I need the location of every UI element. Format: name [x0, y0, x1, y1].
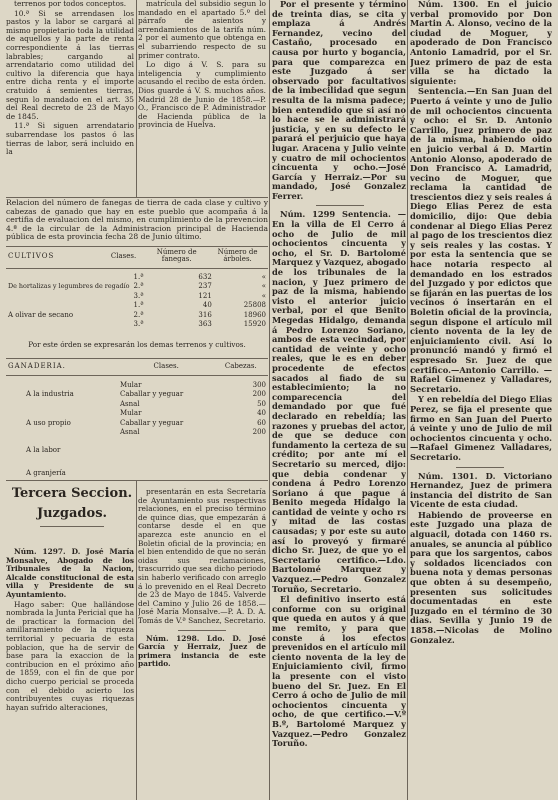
- rule: [6, 358, 268, 359]
- column-divider: [407, 0, 408, 800]
- paragraph: Por el presente y término de treinta dias, se cita y emplaza á Andrés Fernandez, vecino del Castaño, procesado en causa por hurto y bogancia, para que comparezca en este Juzgado á ser observado por facultativos de la imbecilidad que segun resulta de la misma padece; bien entendido que si así no lo hace se le administrará justicia, y en su defecto le parará el perjuicio que haya lugar. Aracena y Julio veinte y cuatro de mil ochocientos cincuenta y ocho.—José García y Herraiz.—Por su mandado, José Gonzalez Ferrer.: [272, 0, 406, 201]
- juzgados-column-2: [138, 488, 266, 800]
- cell: 632: [198, 272, 212, 281]
- cell: 3.ª: [133, 291, 144, 300]
- cell: 60: [257, 418, 266, 427]
- notice-1299: Núm. 1299 Sentencia. —En la villa de El Cerro á ocho de Julio de mil ochocientos cincuenta y ocho, el Sr. D. Bartolomé Marquez y Vazquez, abogado de los tribunales de la nacion, y Juez primero de paz de la misma, habiendo visto el anterior juicio verbal, por el que Benito Megedas Hidalgo, demanda á Pedro Lorenzo Soriano, ambos de esta vecindad, por cantidad de veinte y ocho reales, que le es en deber procedente de efectos sacados al fiado de su establecimiento; la no comparecencia del demandado por que fué declarado en rebeldía; las razones y pruebas del actor, de que se deduce con fundamento la certeza de su crédito; por ante mí el Secretario su merced, dijo: que debia condenar y condena á Pedro Lorenzo Soriano á que pague á Benito megeda Hidalgo la cantidad de veinte y ocho rs y mitad de las costas causadas; y por este su auto así lo proveyó y firmaré dicho Sr. Juez, de que yo el Secretario certifico.—Ldo. Bartolomé Marquez y Vazquez.—Pedro Gonzalez Toruño, Secretario.: [272, 209, 406, 594]
- cell: 40: [257, 409, 266, 418]
- rule: [456, 467, 504, 468]
- table-row: [6, 282, 268, 292]
- table-header-row: [6, 361, 268, 371]
- paragraph: El definitivo inserto está conforme con su original que queda en autos y á que me remito, y para que conste á los efectos prevenidos en el artículo mil ciento noventa de la ley de Enjuiciamiento civil, firmo la presente con el visto bueno del Sr. Juez. En El Cerro á ocho de Julio de mil ochocientos cincuenta y ocho, de que certifico.—V.º B.º, Bartolomé Marquez y Vazquez.—Pedro Gonzalez Toruño.: [272, 594, 406, 749]
- row-label: A la labor: [26, 445, 61, 454]
- cell: 1.ª: [133, 301, 144, 310]
- cell: 50: [257, 399, 266, 408]
- rule: [40, 526, 104, 527]
- cell: 40: [202, 301, 212, 310]
- table-row: [6, 437, 268, 455]
- paragraph: Sentencia.—En San Juan del Puerto á veinte y uno de Julio de mil ochocientos cincuenta y ocho: el Sr. D. Antonio Carrillo, Juez primero de paz de la misma, habiendo oido en juicio verbal á D. Martin Antonio Alonso, apoderado de Don Francisco A. Lamadrid, vecino de Moguer, que reclama la cantidad de trescientos diez y seis reales á Diego Elias Perez de esta domicilio, dijo: Que debia condenar al Diego Elias Perez al pago de los trescientos diez y seis reales y las costas. Y por esta la sentencia que se hace notaria respecto al demandado en los estrados del Juzgado y por edictos que se fijarán en las puertas de los vecinos ó insertarán en el Boletin oficial de la provincia, segun dispone el artículo mil ciento noventa de la ley de enjuiciamiento civil. Así lo pronunció mandó y firmó el espresado Sr. Juez de que certifico.—Antonio Carrillo. —Rafael Gimenez y Valladares, Secretario.: [410, 86, 552, 394]
- paragraph: presentarán en esta Secretaría de Ayuntamiento sus respectivas relaciones, en el preciso término de quince dias, que empezarán á contarse desde el en que aparezca este anuncio en el Boletin oficial de la provincia; en el bien entendido de que no serán oidas sus reclamaciones, trascurrido que sea dicho periodo sin haberlo verificado con arreglo á lo prevenido en el Real Decreto de 23 de Mayo de 1845. Valverde del Camino y Julio 26 de 1858.—José María Monsalve.—P. A. D. A. Tomás de V.ª Sanchez, Secretario.: [138, 488, 266, 625]
- notice-1300-heading: Núm. 1300. En el juicio verbal promovido por Don Martin A. Alonso, vecino de la ciudad de Moguer, y apoderado de Don Francisco Antonio Lamadrid, por el Sr. Juez primero de paz de esta villa se ha dictado la siguiente:: [410, 0, 552, 86]
- juzgados-column-1: [6, 548, 134, 800]
- cell: «: [261, 291, 266, 300]
- column-3: [272, 0, 406, 800]
- relacion-intro: Relacion del número de fanegas de tierra de cada clase y cultivo y cabezas de ganado que hay en este pueblo que acompaña á la certifia de evaluacion del mismo, en cumplimiento de la prevencion 4.ª de la circular de la Administracion principal de Hacienda pública de esta provincia fecha 28 de Junio último.: [6, 198, 268, 242]
- rule: [6, 268, 268, 269]
- row-label: De hortalizas y legumbres de regadío: [8, 282, 130, 291]
- cell: 15920: [243, 320, 266, 329]
- notice-1301-heading: Núm. 1301. D. Victoriano Hernandez, Juez de primera instancia del distrito de San Vicente de esta ciudad.: [410, 470, 552, 510]
- table-row: [6, 380, 268, 390]
- cell: 200: [252, 390, 266, 399]
- cell: Caballar y yeguar: [120, 390, 184, 399]
- table-row: [6, 455, 268, 479]
- rule: [178, 630, 226, 631]
- table-row: [6, 418, 268, 428]
- cell: 200: [252, 428, 266, 437]
- table-row: [6, 310, 268, 320]
- table-row: [6, 272, 268, 282]
- row-label: A la industria: [26, 390, 74, 399]
- cell: Caballar y yeguar: [120, 418, 184, 427]
- rule: [6, 480, 268, 481]
- table-row: [6, 291, 268, 301]
- paragraph: 11.ª Si siguen arrendatario subarrendase los pastos ó las tierras de labor, será incluido en la: [6, 121, 134, 157]
- cell: 316: [198, 310, 212, 319]
- table-row: [6, 390, 268, 400]
- cell: «: [261, 282, 266, 291]
- paragraph: matrícula del subsidio segun lo mandado en el apartado 5.º del párrafo de asientos y arrendamientos de la tarifa núm. 2 por el aumento que obtenga en el subarriendo respecto de su primer contrato.: [138, 0, 266, 60]
- table-row: [6, 409, 268, 419]
- cultivos-body: [6, 272, 268, 329]
- notice-1297-heading: Núm. 1297. D. José María Monsalve, Abogado de los Tribunales de la Nacion, Alcalde constitucional de esta villa y Presidente de su Ayuntamiento.: [6, 548, 134, 599]
- column-divider: [136, 0, 137, 198]
- table-header-row: [6, 249, 268, 263]
- paragraph: 10.ª Si se arrendasen los pastos y la labor se cargará al mismo propietario toda la utilidad de aquellos y la parte de renta correspondiente á las tierras labrables; cargando al arrendatario como utilidad del cultivo la diferencia que haya entre dicha renta y el importe cratuido á semientes tierras, segun lo mandado en el art. 35 del Real decreto de 23 de Mayo de 1845.: [6, 8, 134, 121]
- paragraph: Hago saber: Que hallándose nombrada la Junta Pericial que ha de practicar la formacion del amillaramiento de la riqueza territorial y pecuaria de esta poblacion, que ha de servir de base para la exaccion de la contribucion en el próximo año de 1859, con el fin de que por dicho cuerpo pericial se proceda con el debido acierto los contribuyentes cuyas riquezas hayan sufrido alteraciones,: [6, 599, 134, 712]
- top-column-2: [138, 0, 266, 198]
- cell: Asnal: [120, 428, 140, 437]
- table-row: [6, 301, 268, 311]
- cell: Asnal: [120, 399, 140, 408]
- paragraph: terrenos por todos conceptos.: [14, 0, 127, 8]
- notice-1298-heading: Núm. 1298. Ldo. D. José García y Herraiz, Juez de primera instancia de este partido.: [138, 633, 266, 669]
- section-title: Tercera Seccion.: [11, 486, 133, 501]
- ganaderia-table: [6, 361, 268, 371]
- table-row: [6, 428, 268, 438]
- cell: 300: [252, 380, 266, 389]
- row-label: A olivar de secano: [8, 310, 74, 319]
- cell: 121: [198, 291, 212, 300]
- cell: 3.ª: [133, 320, 144, 329]
- cell: Mular: [120, 380, 142, 389]
- rule: [6, 375, 268, 376]
- cell: Mular: [120, 409, 142, 418]
- cell: 25808: [243, 301, 266, 310]
- cell: 363: [198, 320, 212, 329]
- column-divider: [136, 481, 137, 800]
- row-label: A granjería: [26, 469, 66, 478]
- column-4: [410, 0, 552, 800]
- cell: 1.ª: [133, 272, 144, 281]
- paragraph: Habiendo de proveerse en este Juzgado una plaza de alguacil, dotada con 1460 rs. anuales, se anuncia al público para que los sargentos, cabos y soldados licenciados con buena nota y demas personas que obten á su desempeño, presenten sus solicitudes documentadas en este Juzgado en el término de 30 dias. Sevilla y Junio 19 de 1858.—Nicolas de Molino Gonzalez.: [410, 509, 552, 645]
- section-subtitle: Juzgados.: [36, 506, 108, 521]
- header-cell: Clases.: [153, 361, 179, 370]
- table-row: [6, 320, 268, 330]
- header-cell: Número de árboles.: [217, 248, 258, 263]
- paragraph: Lo digo á V. S. para su inteligencia y cumplimiento acusando el recibo de esta órden. Dios guarde á V. S. muchos años. Madrid 28 de Junio de 1858.—P. O., Francisco de P. Administrador de Hacienda pública de la provincia de Huelva.: [138, 60, 266, 130]
- header-cell: GANADERIA.: [8, 361, 66, 370]
- paragraph: Y en rebeldía del Diego Elias Perez, se fija el presente que firmo en San Juan del Puerto á veinte y uno de Julio de mil ochocientos cincuenta y ocho.—Rafael Gimenez Valladares, Secretario.: [410, 394, 552, 462]
- cultivos-table: [6, 249, 268, 263]
- cell: 2.ª: [133, 282, 144, 291]
- header-cell: Número de fanegas.: [156, 248, 197, 263]
- header-cell: Cabezas.: [224, 361, 257, 370]
- cell: 18960: [243, 310, 266, 319]
- rule: [316, 205, 364, 206]
- header-cell: Clases.: [110, 252, 137, 260]
- row-label: A uso propio: [26, 418, 71, 427]
- table-row: [6, 399, 268, 409]
- header-cell: CULTIVOS: [8, 252, 55, 260]
- column-divider: [269, 0, 270, 800]
- top-column-1: [6, 0, 134, 198]
- rule: [6, 246, 268, 247]
- cell: 237: [198, 282, 212, 291]
- cell: «: [261, 272, 266, 281]
- ganaderia-body: [6, 380, 268, 478]
- cultivos-footer: Por este órden se expresarán los demas terrenos y cultivos.: [28, 340, 246, 349]
- cell: 2.ª: [133, 310, 144, 319]
